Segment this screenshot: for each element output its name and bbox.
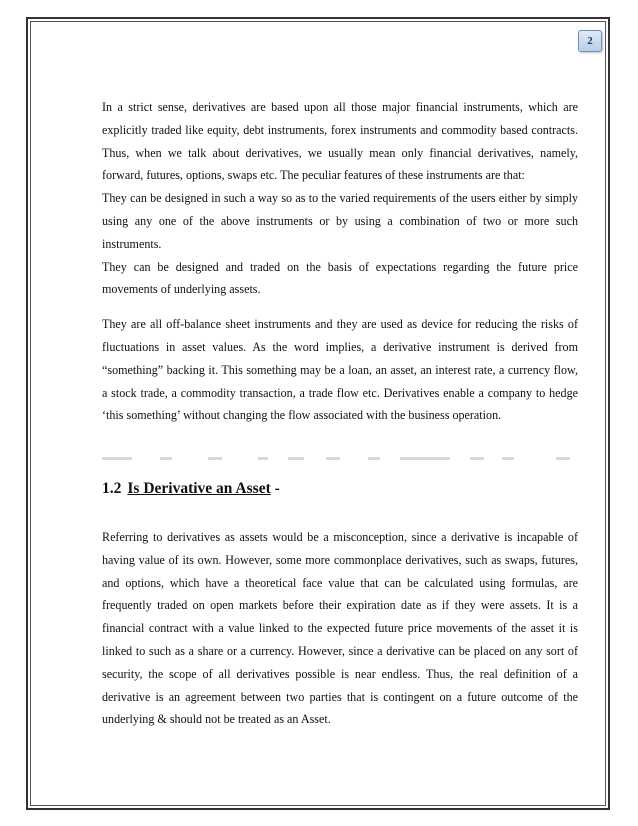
section-heading [102, 480, 280, 498]
section-number: 1.2 [102, 480, 122, 497]
paragraph-off-balance: They are all off-balance sheet instruments and they are used as device for reducing the risks of fluctuations in asset values. As the word implies, a derivative instrument is derived from “something” backing it. This something may be a loan, an asset, an interest rate, a currency flow, a stock trade, a commodity transaction, a trade flow etc. Derivatives enable a company to hedge ‘this something’ without changing the flow associated with the business operation. [102, 317, 578, 423]
paragraph-feature-2: They can be designed and traded on the basis of expectations regarding the future price movements of underlying assets. [102, 259, 578, 297]
body-text-section [102, 526, 578, 731]
paragraph-feature-1: They can be designed in such a way so as to the varied requirements of the users either by simply using any one of the above instruments or by using a combination of two or more such instruments. [102, 191, 578, 251]
faint-separator [102, 457, 578, 462]
paragraph-intro: In a strict sense, derivatives are based upon all those major financial instruments, which are explicitly traded like equity, debt instruments, forex instruments and commodity based contracts. Thus, when we talk about derivatives, we usually mean only financial derivatives, namely, forward, futures, options, swaps etc. The peculiar features of these instruments are that: [102, 100, 578, 183]
section-title: Is Derivative an Asset [127, 480, 271, 497]
paragraph-asset-definition: Referring to derivatives as assets would be a misconception, since a derivative is incapable of having value of its own. However, some more commonplace derivatives, such as swaps, futures, and options, which have a theoretical face value that can be calculated using formulas, are frequently traded on open markets before their expiration date as if they were assets. It is a financial contract with a value linked to the expected future price movements of the asset it is linked to such as a share or a currency. However, since a derivative can be placed on any sort of security, the scope of all derivatives possible is near endless. Thus, the real definition of a derivative is an agreement between two parties that is contingent on a future outcome of the underlying & should not be treated as an Asset. [102, 530, 578, 727]
section-suffix: - [270, 480, 280, 497]
page-number: 2 [587, 35, 593, 47]
body-text-top [102, 96, 578, 427]
page-number-badge [578, 30, 602, 52]
